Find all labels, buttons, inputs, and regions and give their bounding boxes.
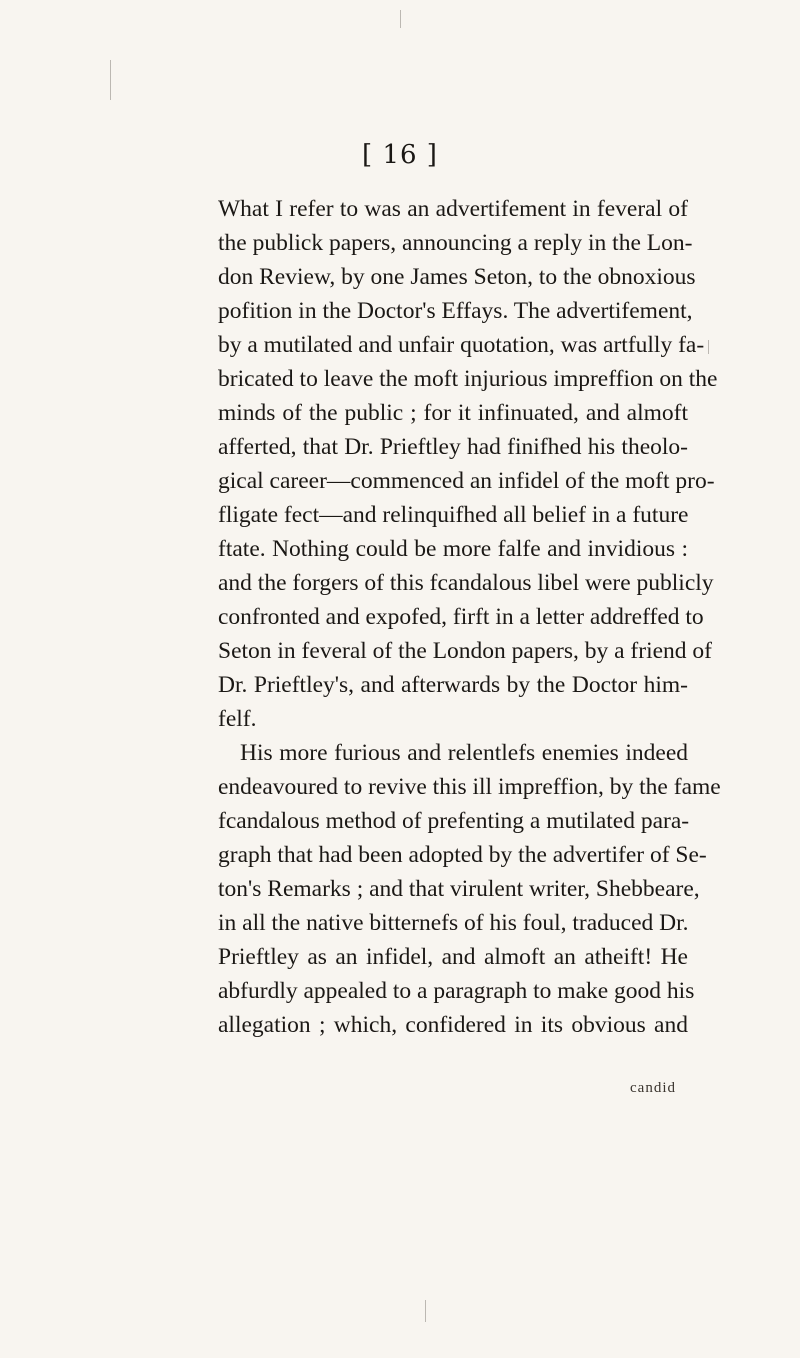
text-line: felf. xyxy=(218,706,257,732)
text-line: gical career—commenced an infidel of the moft pro- xyxy=(218,468,715,494)
text-line: Dr. Prieftley's, and afterwards by the Doctor him- xyxy=(218,672,688,698)
text-line: ton's Remarks ; and that virulent writer, Shebbeare, xyxy=(218,876,700,902)
page-number: [ 16 ] xyxy=(362,140,438,170)
text-line: allegation ; which, confidered in its obvious and xyxy=(218,1012,688,1038)
text-line: in all the native bitternefs of his foul, traduced Dr. xyxy=(218,910,689,936)
paper-blemish xyxy=(110,60,111,100)
text-line: minds of the public ; for it infinuated, and almoft xyxy=(218,400,688,426)
paper-blemish xyxy=(400,10,401,28)
text-line: Seton in feveral of the London papers, by a friend of xyxy=(218,638,712,664)
text-line: don Review, by one James Seton, to the obnoxious xyxy=(218,264,696,290)
text-line: by a mutilated and unfair quotation, was artfully fa- xyxy=(218,332,705,358)
text-line: afferted, that Dr. Prieftley had finifhed his theolo- xyxy=(218,434,688,460)
text-line: fligate fect—and relinquifhed all belief in a future xyxy=(218,502,689,528)
text-line: bricated to leave the moft injurious impreffion on the xyxy=(218,366,718,392)
text-line: abfurdly appealed to a paragraph to make good his xyxy=(218,978,695,1004)
text-line: ftate. Nothing could be more falfe and invidious : xyxy=(218,536,688,562)
text-line: confronted and expofed, firft in a letter addreffed to xyxy=(218,604,704,630)
paper-blemish xyxy=(425,1300,426,1322)
text-line: fcandalous method of prefenting a mutilated para- xyxy=(218,808,690,834)
text-line: pofition in the Doctor's Effays. The advertifement, xyxy=(218,298,693,324)
text-line: graph that had been adopted by the advertifer of Se- xyxy=(218,842,707,868)
text-line: His more furious and relentlefs enemies indeed xyxy=(240,740,688,766)
text-line: What I refer to was an advertifement in feveral of xyxy=(218,196,688,222)
text-line: the publick papers, announcing a reply in the Lon- xyxy=(218,230,693,256)
catchword: candid xyxy=(630,1080,676,1096)
text-line: Prieftley as an infidel, and almoft an atheift! He xyxy=(218,944,688,970)
paper-blemish xyxy=(708,340,709,354)
body-text xyxy=(218,192,721,1042)
text-line: and the forgers of this fcandalous libel were publicly xyxy=(218,570,714,596)
text-line: endeavoured to revive this ill impreffion, by the fame xyxy=(218,774,721,800)
